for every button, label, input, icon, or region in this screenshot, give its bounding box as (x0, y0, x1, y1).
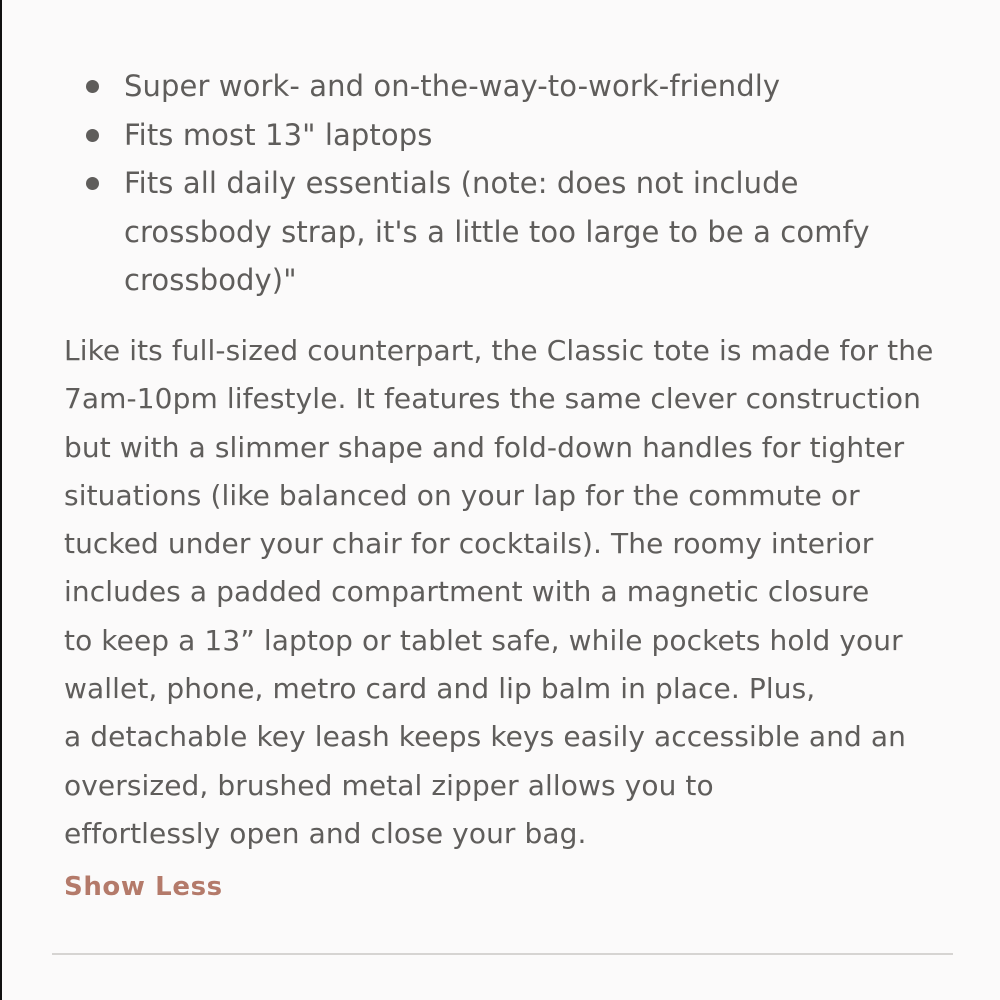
feature-list (86, 62, 946, 305)
description-line: a detachable key leash keeps keys easily accessible and an (64, 720, 907, 754)
description-line: Like its full-sized counterpart, the Classic tote is made for the (64, 334, 934, 367)
description-line: wallet, phone, metro card and lip balm in place. Plus, (64, 672, 816, 706)
bullet-icon (86, 129, 99, 142)
bullet-icon (86, 177, 99, 190)
description-line: includes a padded compartment with a magnetic closure (64, 575, 870, 609)
description-line: effortlessly open and close your bag. (64, 816, 587, 850)
feature-text: crossbody strap, it's a little too large to be a comfy (124, 214, 870, 249)
bullet-icon (86, 80, 99, 93)
feature-text: crossbody)" (124, 263, 297, 297)
feature-list-item (86, 62, 946, 111)
description-line: 7am-10pm lifestyle. It features the same clever construction (64, 382, 921, 416)
description-line: oversized, brushed metal zipper allows you to (64, 768, 714, 802)
description-line: to keep a 13” laptop or tablet safe, while pockets hold your (64, 623, 903, 657)
description-line: tucked under your chair for cocktails). The roomy interior (64, 527, 874, 561)
show-less-link[interactable]: Show Less (64, 872, 223, 902)
feature-list-item (86, 159, 946, 305)
feature-text: Super work- and on-the-way-to-work-friendly (124, 69, 781, 103)
description-line: situations (like balanced on your lap for the commute or (64, 478, 860, 512)
feature-list-item (86, 111, 946, 160)
feature-text: Fits most 13" laptops (124, 117, 433, 152)
feature-text: Fits all daily essentials (note: does not include (124, 166, 799, 200)
description-line: but with a slimmer shape and fold-down handles for tighter (64, 430, 905, 464)
product-description (64, 327, 964, 858)
section-divider (52, 953, 953, 955)
